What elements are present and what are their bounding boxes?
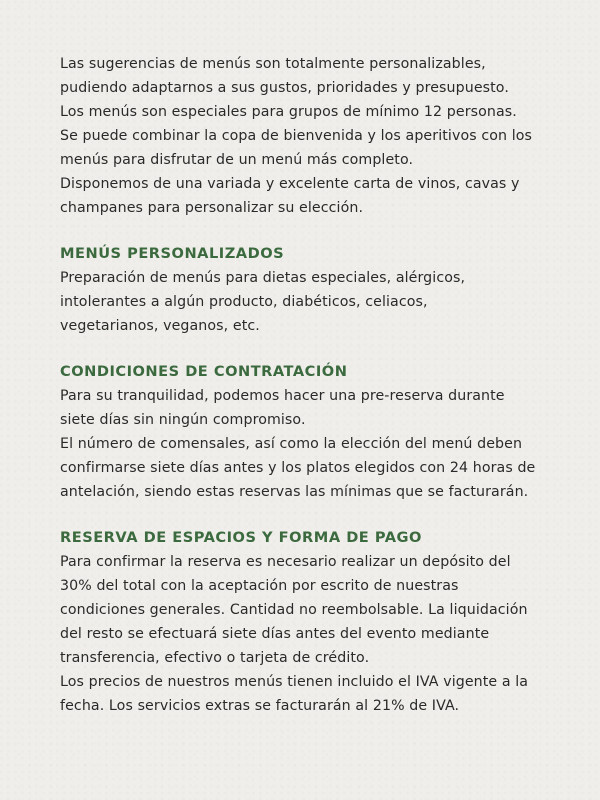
text-line: intolerantes a algún producto, diabéticos, celiacos, bbox=[60, 294, 428, 310]
text-line: El número de comensales, así como la elección del menú deben bbox=[60, 436, 523, 452]
section-reserva-forma-pago bbox=[60, 526, 540, 718]
section-paragraph bbox=[60, 266, 540, 338]
text-line: Para confirmar la reserva es necesario realizar un depósito del bbox=[60, 554, 511, 570]
text-line: pudiendo adaptarnos a sus gustos, prioridades y presupuesto. bbox=[60, 80, 509, 96]
section-heading: CONDICIONES DE CONTRATACIÓN bbox=[60, 363, 348, 380]
text-line: Para su tranquilidad, podemos hacer una pre-reserva durante bbox=[60, 388, 505, 404]
text-line: transferencia, efectivo o tarjeta de crédito. bbox=[60, 650, 370, 666]
text-line: del resto se efectuará siete días antes del evento mediante bbox=[60, 626, 490, 642]
text-line: Se puede combinar la copa de bienvenida y los aperitivos con los bbox=[60, 128, 533, 144]
section-paragraph bbox=[60, 384, 540, 504]
text-line: Preparación de menús para dietas especiales, alérgicos, bbox=[60, 270, 466, 286]
text-line: fecha. Los servicios extras se facturarán al 21% de IVA. bbox=[60, 698, 460, 714]
text-line: Las sugerencias de menús son totalmente personalizables, bbox=[60, 56, 486, 72]
section-heading: RESERVA DE ESPACIOS Y FORMA DE PAGO bbox=[60, 529, 422, 546]
text-line: Disponemos de una variada y excelente carta de vinos, cavas y bbox=[60, 176, 520, 192]
section-paragraph bbox=[60, 550, 540, 718]
text-line: vegetarianos, veganos, etc. bbox=[60, 318, 260, 334]
text-line: champanes para personalizar su elección. bbox=[60, 200, 364, 216]
section-condiciones-contratacion bbox=[60, 360, 540, 504]
intro-paragraph bbox=[60, 52, 540, 220]
text-line: Los precios de nuestros menús tienen incluido el IVA vigente a la bbox=[60, 674, 529, 690]
text-line: Los menús son especiales para grupos de mínimo 12 personas. bbox=[60, 104, 517, 120]
text-line: menús para disfrutar de un menú más completo. bbox=[60, 152, 414, 168]
section-heading: MENÚS PERSONALIZADOS bbox=[60, 245, 285, 262]
text-line: antelación, siendo estas reservas las mínimas que se facturarán. bbox=[60, 484, 529, 500]
text-line: confirmarse siete días antes y los platos elegidos con 24 horas de bbox=[60, 460, 536, 476]
text-line: condiciones generales. Cantidad no reembolsable. La liquidación bbox=[60, 602, 528, 618]
text-line: siete días sin ningún compromiso. bbox=[60, 412, 306, 428]
section-menus-personalizados bbox=[60, 242, 540, 338]
text-line: 30% del total con la aceptación por escrito de nuestras bbox=[60, 578, 459, 594]
